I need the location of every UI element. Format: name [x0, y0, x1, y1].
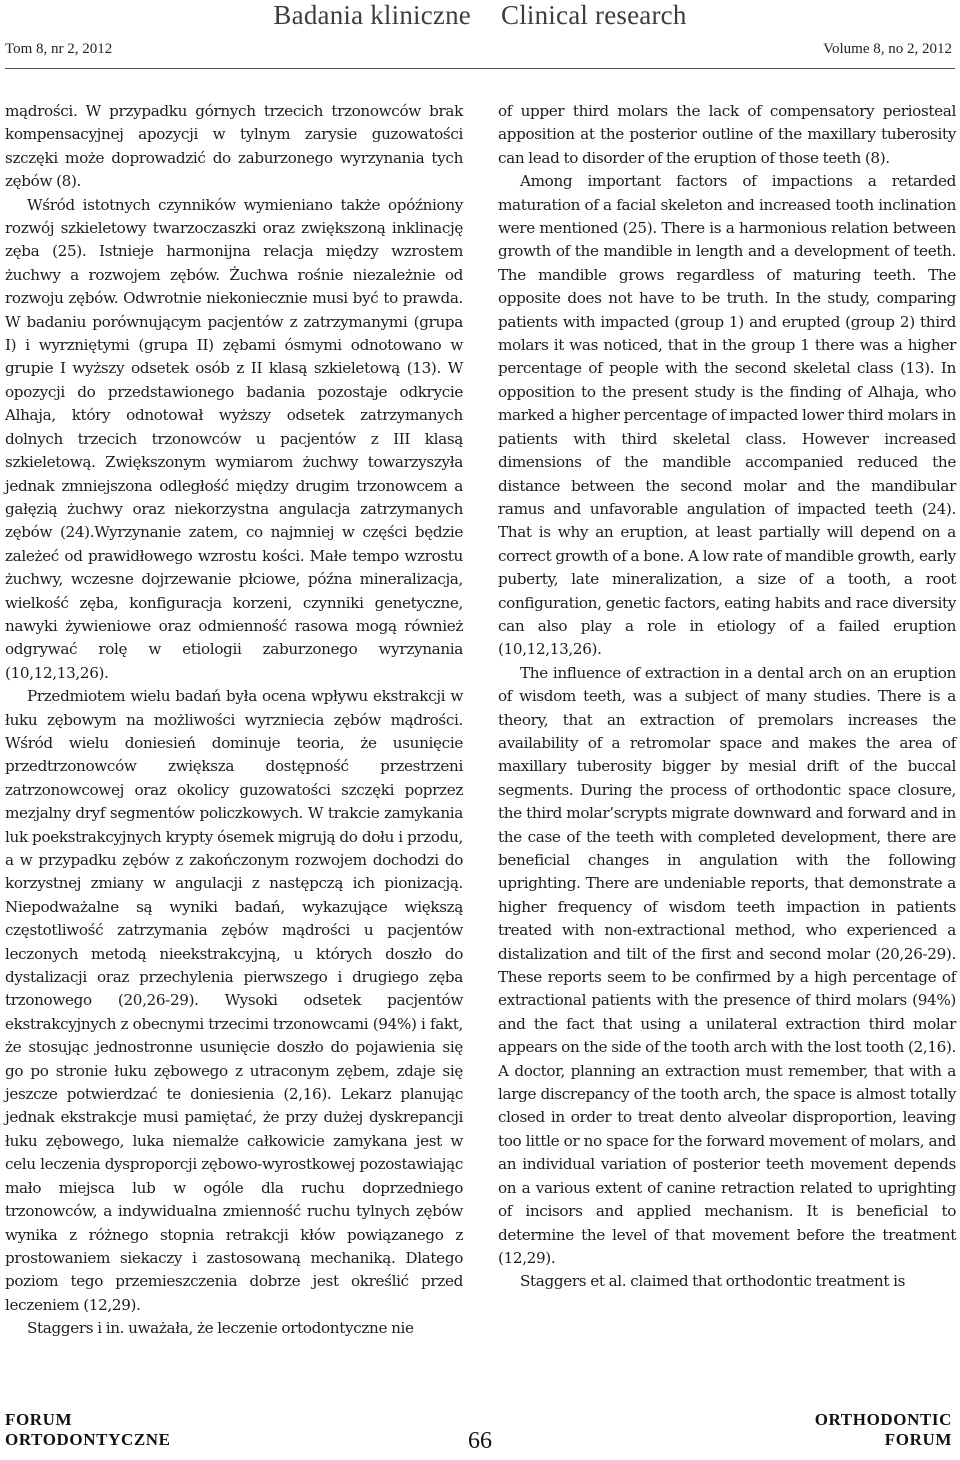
footer-journal-english	[815, 1410, 952, 1450]
paragraph: The influence of extraction in a dental arch on an eruption of wisdom teeth, was a subject of many studies. There is a theory, that an extraction of premolars increases the availability of a retromolar space and makes the area of maxillary tuberosity bigger by mesial drift of the buccal segments. During the process of orthodontic space closure, the third molar’scrypts migrate downward and forward and in the case of the teeth with completed development, there are beneficial changes in angulation with the following uprighting. There are undeniable reports, that demonstrate a higher frequency of wisdom teeth impaction in patients treated with non-extractional method, who experienced a distalization and tilt of the first and second molar (20,26-29). These reports seem to be confirmed by a high percentage of extractional patients with the presence of third molars (94%) and the fact that using a unilateral extraction third molar appears on the side of the tooth arch with the lost tooth (2,16). A doctor, planning an extraction must remember, that with a large discrepancy of the tooth arch, the space is almost totally closed in order to treat dento alveolar disproportion, leaving too little or no space for the forward movement of molars, and an individual variation of posterior teeth movement depends on a various extent of canine retraction related to uprighting of incisors and applied mechanism. It is beneficial to determine the level of that movement before the treatment (12,29).	[498, 663, 956, 1267]
volume-english: Volume 8, no 2, 2012	[823, 41, 952, 57]
paragraph: of upper third molars the lack of compensatory periosteal apposition at the posterior outline of the maxillary tuberosity can lead to disorder of the eruption of those teeth (8).	[498, 102, 956, 167]
footer-line: FORUM	[5, 1410, 73, 1429]
header-divider	[5, 68, 955, 69]
footer-line: ORTODONTYCZNE	[5, 1430, 171, 1449]
title-polish: Badania kliniczne	[273, 0, 471, 30]
paragraph: Przedmiotem wielu badań była ocena wpływu ekstrakcji w łuku zębowym na możliwości wyrzniecia zębów mądrości. Wśród wielu doniesień dominuje teoria, że usunięcie przedtrzonowców zwiększa dostępność przestrzeni zatrzonowcowej oraz okolicy guzowatości szczęki poprzez mezjalny dryf segmentów policzkowych. W trakcie zamykania luk poekstrakcyjnych krypty ósemek migrują do dołu i przodu, a w przypadku zębów z zakończonym rozwojem dochodzi do korzystnej zmiany w angulacji z następczą ich pionizacją. Niepodważalne są wyniki badań, wykazujące większą częstotliwość zatrzymania zębów mądrości u pacjentów leczonych metodą nieekstrakcyjną, u których doszło do dystalizacji oraz przechylenia pierwszego i drugiego zęba trzonowego (20,26-29). Wysoki odsetek pacjentów ekstrakcyjnych z obecnymi trzecimi trzonowcami (94%) i fakt, że stosując jednostronne usunięcie doszło do pojawienia się go po stronie łuku zębowego z utraconym zębem, zdaje się jeszcze potwierdzać te doniesienia (2,16). Lekarz planując jednak ekstrakcje musi pamiętać, że przy dużej dyskrepancji łuku zębowego, luka niemalże całkowicie zamykana jest w celu leczenia dysproporcji zębowo-wyrostkowej pozostawiając mało miejsca lub w ogóle dla ruchu doprzedniego trzonowców, a indywidualna zmienność ruchu tylnych zębów wynika z różnego stopnia retrakcji kłów powiązanego z prostowaniem siekaczy i zastosowaną mechaniką. Dlatego poziom tego przemieszczenia dobrze jest określić przed leczeniem (12,29).	[5, 687, 463, 1314]
paragraph: mądrości. W przypadku górnych trzecich trzonowców brak kompensacyjnej apozycji w tylnym zarysie guzowatości szczęki może doprowadzić do zaburzonego wyrzynania tych zębów (8).	[5, 102, 463, 191]
footer-line: FORUM	[884, 1430, 952, 1449]
running-title	[0, 0, 960, 30]
paragraph: Staggers et al. claimed that orthodontic treatment is	[520, 1272, 906, 1291]
volume-polish: Tom 8, nr 2, 2012	[5, 41, 113, 57]
page-number: 66	[468, 1428, 492, 1454]
polish-column	[5, 100, 463, 1341]
paragraph: Wśród istotnych czynników wymieniano także opóźniony rozwój szkieletowy twarzoczaszki oraz zwiększoną inklinację zęba (25). Istnieje harmonijna relacja między wzrostem żuchwy a rozwojem zębów. Żuchwa rośnie niezależnie od rozwoju zębów. Odwrotnie niekoniecznie musi być to prawda. W badaniu porównującym pacjentów z zatrzymanymi (grupa I) i wyrzniętymi (grupa II) zębami ósmymi odnotowano w grupie I wyższy odsetek osób z II klasą szkieletową (13). W opozycji do przedstawionego badania pozostaje odkrycie Alhaja, który odnotował wyższy odsetek zatrzymanych dolnych trzecich trzonowców u pacjentów z III klasą szkieletową. Zwiększonym wymiarom żuchwy towarzyszyła jednak zmniejszona odległość między drugim trzonowcem a gałęzią żuchwy oraz niekorzystna angulacja zatrzymanych zębów (24).Wyrzynanie zatem, co najmniej w części będzie zależeć od prawidłowego wzrostu kości. Małe tempo wzrostu żuchwy, wczesne dojrzewanie płciowe, późna mineralizacja, wielkość zęba, konfiguracja korzeni, czynniki genetyczne, nawyki żywieniowe oraz odmienność rasowa mogą również odgrywać rolę w etiologii zaburzonego wyrzynania (10,12,13,26).	[5, 195, 463, 682]
title-english: Clinical research	[501, 0, 687, 30]
footer-line: ORTHODONTIC	[814, 1410, 952, 1429]
paragraph: Among important factors of impactions a retarded maturation of a facial skeleton and increased tooth inclination were mentioned (25). There is a harmonious relation between growth of the mandible in length and a development of teeth. The mandible grows regardless of maturing teeth. The opposite does not have to be truth. In the study, comparing patients with impacted (group 1) and erupted (group 2) third molars it was noticed, that in the group 1 there was a higher percentage of people with the second skeletal class (13). In opposition to the present study is the finding of Alhaja, who marked a higher percentage of impacted lower third molars in patients with third skeletal class. However increased dimensions of the mandible accompanied reduced the distance between the second molar and the mandibular ramus and unfavorable angulation of impacted teeth (24). That is why an eruption, at least partially will depend on a correct growth of a bone. A low rate of mandible growth, early puberty, late mineralization, a size of a tooth, a root configuration, genetic factors, eating habits and race diversity can also play a role in etiology of a failed eruption (10,12,13,26).	[498, 172, 956, 659]
english-column	[498, 100, 956, 1294]
paragraph: Staggers i in. uważała, że leczenie ortodontyczne nie	[27, 1319, 414, 1338]
